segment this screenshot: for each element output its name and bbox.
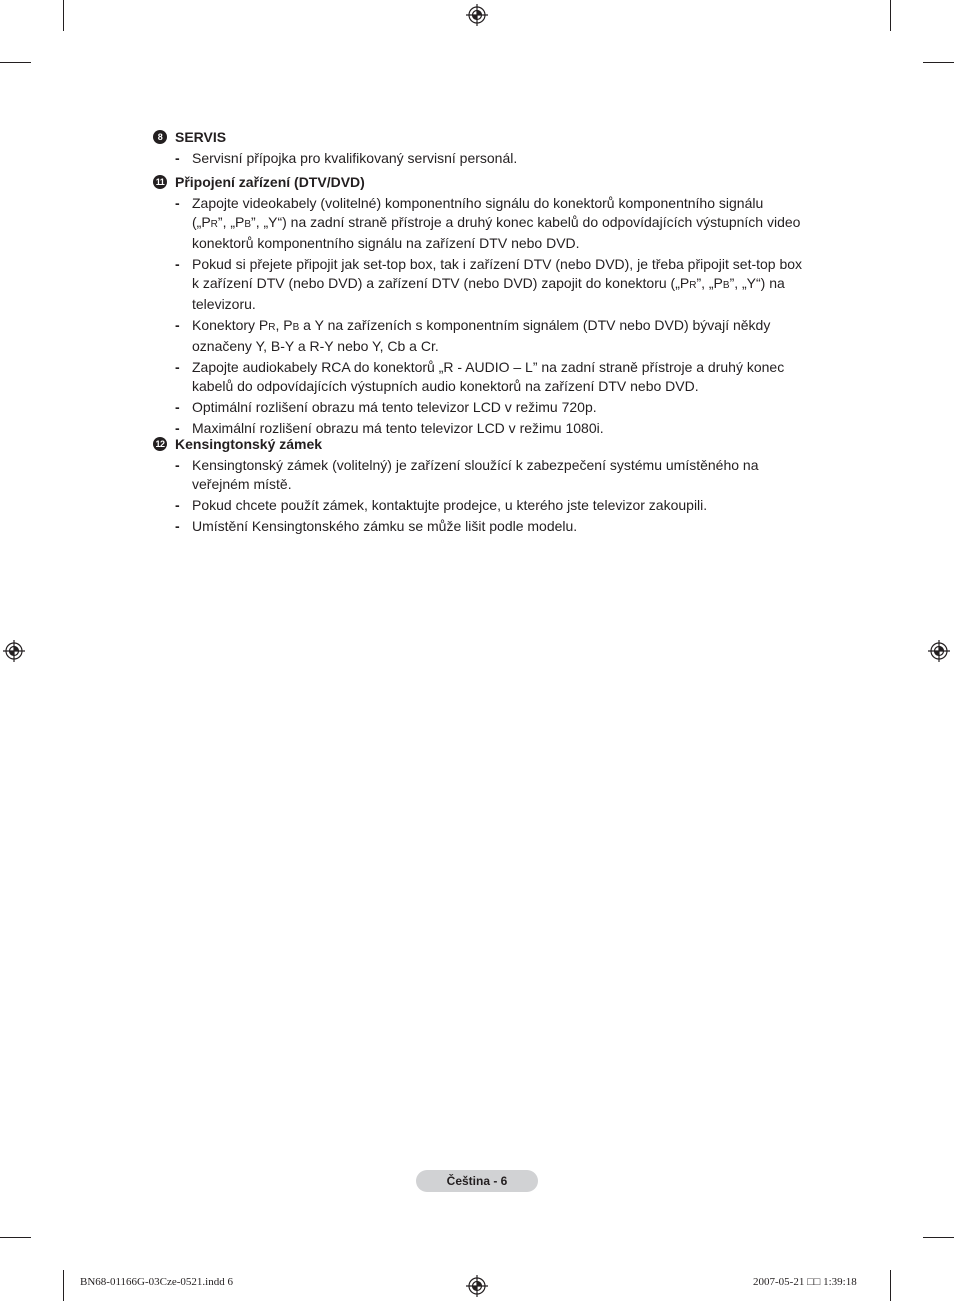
subscript-letter: R	[689, 280, 697, 291]
list-item-text: Pokud si přejete připojit jak set-top box, tak i zařízení DTV (nebo DVD), je třeba připojit set-top box	[192, 256, 803, 272]
bullet-dash: -	[175, 195, 180, 211]
list-item-text: konektorů komponentního signálu na zařízení DTV nebo DVD.	[192, 235, 580, 251]
list-item	[153, 517, 818, 536]
list-item-text: kabelů do odpovídajících výstupních audio konektorů na zařízení DTV nebo DVD.	[192, 378, 699, 394]
bullet-list	[153, 194, 818, 438]
list-item-text: Konektory P	[192, 317, 269, 333]
list-item-text: Maximální rozlišení obrazu má tento televizor LCD v režimu 1080i.	[192, 420, 604, 436]
section-title: Připojení zařízení (DTV/DVD)	[175, 174, 365, 190]
crop-mark	[923, 62, 954, 63]
section-heading	[153, 128, 818, 146]
subscript-letter: B	[292, 322, 300, 333]
list-item	[153, 194, 818, 253]
bullet-dash: -	[175, 256, 180, 272]
list-item	[153, 149, 818, 168]
bullet-dash: -	[175, 420, 180, 436]
list-item-text: označeny Y, B-Y a R-Y nebo Y, Cb a Cr.	[192, 338, 439, 354]
list-item	[153, 398, 818, 417]
list-item-text: Kensingtonský zámek (volitelný) je zařízení sloužící k zabezpečení systému umístěného na	[192, 457, 759, 473]
list-item-text: ”, „Y“) na zadní straně přístroje a druhý konec kabelů do odpovídajících výstupních video	[251, 214, 801, 230]
crop-mark	[890, 0, 891, 31]
crop-mark	[63, 0, 64, 31]
section-title: Kensingtonský zámek	[175, 436, 323, 452]
section-number-badge: 12	[153, 437, 167, 451]
registration-mark-icon	[3, 640, 25, 662]
section	[153, 173, 818, 440]
list-item-text: („P	[192, 214, 211, 230]
bullet-dash: -	[175, 518, 180, 534]
subscript-letter: R	[268, 322, 276, 333]
list-item-text: ”, „Y“) na	[729, 275, 785, 291]
crop-mark	[923, 1237, 954, 1238]
subscript-letter: B	[722, 280, 730, 291]
list-item	[153, 358, 818, 396]
list-item-text: ”, „P	[217, 214, 245, 230]
page-number-label: Čeština - 6	[416, 1170, 538, 1192]
list-item-text: Zapojte audiokabely RCA do konektorů „R - AUDIO – L” na zadní straně přístroje a druhý konec	[192, 359, 785, 375]
slug-filename: BN68-01166G-03Cze-0521.indd 6	[80, 1276, 233, 1288]
section-number-badge: 11	[153, 175, 167, 189]
list-item-text: a Y na zařízeních s komponentním signálem (DTV nebo DVD) bývají někdy	[299, 317, 771, 333]
bullet-dash: -	[175, 317, 180, 333]
bullet-dash: -	[175, 399, 180, 415]
list-item	[153, 496, 818, 515]
bullet-dash: -	[175, 457, 180, 473]
list-item	[153, 316, 818, 356]
section	[153, 128, 818, 170]
section-heading	[153, 173, 818, 191]
subscript-letter: R	[210, 219, 218, 230]
bullet-list	[153, 149, 818, 168]
crop-mark	[0, 1237, 31, 1238]
section-heading	[153, 435, 818, 453]
list-item	[153, 255, 818, 314]
section-title: SERVIS	[175, 129, 227, 145]
bullet-list	[153, 456, 818, 536]
list-item-text: Zapojte videokabely (volitelné) komponentního signálu do konektorů komponentního signálu	[192, 195, 764, 211]
list-item-text: Optimální rozlišení obrazu má tento televizor LCD v režimu 720p.	[192, 399, 597, 415]
bullet-dash: -	[175, 359, 180, 375]
list-item-text: k zařízení DTV (nebo DVD) a zařízení DTV (nebo DVD) zapojit do konektoru („P	[192, 275, 690, 291]
list-item-text: ”, „P	[696, 275, 723, 291]
list-item-text: Umístění Kensingtonského zámku se může lišit podle modelu.	[192, 518, 578, 534]
registration-mark-icon	[466, 1275, 488, 1297]
section-number-badge: 8	[153, 130, 167, 144]
crop-mark	[890, 1270, 891, 1301]
subscript-letter: B	[244, 219, 252, 230]
list-item-text: televizoru.	[192, 296, 256, 312]
crop-mark	[0, 62, 31, 63]
registration-mark-icon	[466, 4, 488, 26]
registration-mark-icon	[928, 640, 950, 662]
list-item-text: Pokud chcete použít zámek, kontaktujte prodejce, u kterého jste televizor zakoupili.	[192, 497, 708, 513]
list-item	[153, 456, 818, 494]
list-item-text: , P	[275, 317, 293, 333]
crop-mark	[63, 1270, 64, 1301]
list-item-text: Servisní přípojka pro kvalifikovaný servisní personál.	[192, 150, 518, 166]
bullet-dash: -	[175, 150, 180, 166]
slug-timestamp: 2007-05-21 □□ 1:39:18	[753, 1276, 857, 1288]
bullet-dash: -	[175, 497, 180, 513]
list-item-text: veřejném místě.	[192, 476, 292, 492]
section	[153, 435, 818, 538]
